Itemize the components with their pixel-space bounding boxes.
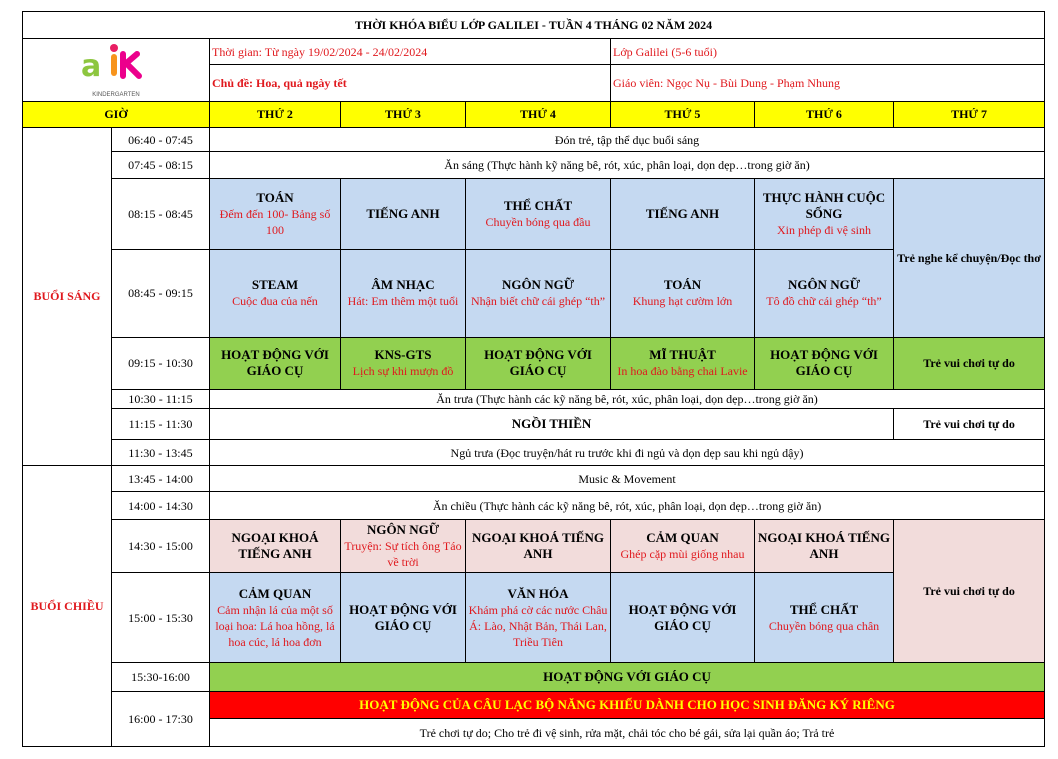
lesson-cell: TIẾNG ANH xyxy=(611,178,755,249)
header-day: THỨ 2 xyxy=(210,101,341,127)
header-time: GIỜ xyxy=(23,101,210,127)
lesson-cell: THỂ CHẤT Chuyền bóng qua đầu xyxy=(466,178,611,249)
club-activity: HOẠT ĐỘNG CỦA CÂU LẠC BỘ NĂNG KHIẾU DÀNH CHO HỌC SINH ĐĂNG KÝ RIÊNG xyxy=(210,691,1045,718)
lesson-cell: NGÔN NGỮ Nhận biết chữ cái ghép “th” xyxy=(466,250,611,338)
lesson-cell: HOẠT ĐỘNG VỚI GIÁO CỤ xyxy=(210,337,341,389)
lesson-cell: HOẠT ĐỘNG VỚI GIÁO CỤ xyxy=(341,572,466,663)
time-slot: 11:15 - 11:30 xyxy=(112,408,210,440)
lesson-cell: ÂM NHẠC Hát: Em thêm một tuổi xyxy=(341,250,466,338)
logo xyxy=(23,39,210,101)
svg-text:a: a xyxy=(81,48,102,84)
time-slot: 10:30 - 11:15 xyxy=(112,389,210,408)
lesson-cell: THỂ CHẤT Chuyền bóng qua chân xyxy=(755,572,894,663)
time-slot: 09:15 - 10:30 xyxy=(112,337,210,389)
time-slot: 08:15 - 08:45 xyxy=(112,178,210,249)
lesson-cell: NGOẠI KHOÁ TIẾNG ANH xyxy=(210,519,341,572)
activity-row: Ăn chiều (Thực hành các kỹ năng bê, rót, xúc, phân loại, dọn dẹp…trong giờ ăn) xyxy=(210,492,1045,519)
teachers: Giáo viên: Ngọc Nụ - Bùi Dung - Phạm Nhung xyxy=(611,64,1045,101)
time-slot: 15:00 - 15:30 xyxy=(112,572,210,663)
activity-row: Ngủ trưa (Đọc truyện/hát ru trước khi đi ngủ và dọn dẹp sau khi ngủ dậy) xyxy=(210,440,1045,465)
meditation: NGỒI THIỀN xyxy=(210,408,894,440)
header-day: THỨ 6 xyxy=(755,101,894,127)
activity-row: Ăn trưa (Thực hành các kỹ năng bê, rót, xúc, phân loại, dọn dẹp…trong giờ ăn) xyxy=(210,389,1045,408)
time-slot: 14:00 - 14:30 xyxy=(112,492,210,519)
header-day: THỨ 3 xyxy=(341,101,466,127)
lesson-cell: TIẾNG ANH xyxy=(341,178,466,249)
lesson-cell: KNS-GTS Lịch sự khi mượn đồ xyxy=(341,337,466,389)
page-title: THỜI KHÓA BIỂU LỚP GALILEI - TUẦN 4 THÁNG 02 NĂM 2024 xyxy=(23,12,1045,39)
saturday-free-play: Trẻ vui chơi tự do xyxy=(894,408,1045,440)
lesson-cell: Trẻ vui chơi tự do xyxy=(894,337,1045,389)
activity-row: Music & Movement xyxy=(210,465,1045,491)
time-slot: 06:40 - 07:45 xyxy=(112,128,210,152)
time-slot: 13:45 - 14:00 xyxy=(112,465,210,491)
saturday-morning: Trẻ nghe kể chuyện/Đọc thơ xyxy=(894,178,1045,337)
time-slot: 08:45 - 09:15 xyxy=(112,250,210,338)
activity-row: Ăn sáng (Thực hành kỹ năng bê, rót, xúc, phân loại, dọn dẹp…trong giờ ăn) xyxy=(210,152,1045,178)
lesson-cell: STEAM Cuộc đua của nến xyxy=(210,250,341,338)
time-range: Thời gian: Từ ngày 19/02/2024 - 24/02/2024 xyxy=(210,39,611,64)
header-day: THỨ 4 xyxy=(466,101,611,127)
timetable xyxy=(22,11,1045,747)
activity-row: Đón trẻ, tập thể dục buổi sáng xyxy=(210,128,1045,152)
session-afternoon: BUỔI CHIỀU xyxy=(23,465,112,746)
time-slot: 15:30-16:00 xyxy=(112,663,210,692)
lesson-cell: HOẠT ĐỘNG VỚI GIÁO CỤ xyxy=(611,572,755,663)
lesson-cell: NGÔN NGỮ Truyện: Sự tích ông Táo về trời xyxy=(341,519,466,572)
lesson-cell: NGOẠI KHOÁ TIẾNG ANH xyxy=(466,519,611,572)
lesson-cell: TOÁN Khung hạt cườm lớn xyxy=(611,250,755,338)
saturday-afternoon: Trẻ vui chơi tự do xyxy=(894,519,1045,663)
theme: Chủ đề: Hoa, quả ngày tết xyxy=(210,64,611,101)
lesson-cell: NGOẠI KHOÁ TIẾNG ANH xyxy=(755,519,894,572)
lesson-cell: VĂN HÓA Khám phá cờ các nước Châu Á: Lào, Nhật Bản, Thái Lan, Triều Tiên xyxy=(466,572,611,663)
lesson-cell: CẢM QUAN Cảm nhận lá của một số loại hoa: Lá hoa hồng, lá hoa cúc, lá hoa đơn xyxy=(210,572,341,663)
aik-logo-icon xyxy=(71,42,161,88)
lesson-cell: NGÔN NGỮ Tô đồ chữ cái ghép “th” xyxy=(755,250,894,338)
header-day: THỨ 7 xyxy=(894,101,1045,127)
lesson-cell: MĨ THUẬT In hoa đào bằng chai Lavie xyxy=(611,337,755,389)
lesson-cell: CẢM QUAN Ghép cặp mùi giống nhau xyxy=(611,519,755,572)
activity-row: HOẠT ĐỘNG VỚI GIÁO CỤ xyxy=(210,663,1045,692)
lesson-cell: TOÁN Đếm đến 100- Bảng số 100 xyxy=(210,178,341,249)
lesson-cell: HOẠT ĐỘNG VỚI GIÁO CỤ xyxy=(755,337,894,389)
time-slot: 11:30 - 13:45 xyxy=(112,440,210,465)
time-slot: 16:00 - 17:30 xyxy=(112,691,210,746)
session-morning: BUỔI SÁNG xyxy=(23,128,112,466)
logo-subtitle: KINDERGARTEN xyxy=(92,91,140,98)
activity-row: Trẻ chơi tự do; Cho trẻ đi vệ sinh, rửa mặt, chải tóc cho bé gái, sửa lại quần áo; Trả trẻ xyxy=(210,719,1045,747)
lesson-cell: HOẠT ĐỘNG VỚI GIÁO CỤ xyxy=(466,337,611,389)
class-name: Lớp Galilei (5-6 tuổi) xyxy=(611,39,1045,64)
time-slot: 14:30 - 15:00 xyxy=(112,519,210,572)
time-slot: 07:45 - 08:15 xyxy=(112,152,210,178)
header-day: THỨ 5 xyxy=(611,101,755,127)
lesson-cell: THỰC HÀNH CUỘC SỐNG Xin phép đi vệ sinh xyxy=(755,178,894,249)
